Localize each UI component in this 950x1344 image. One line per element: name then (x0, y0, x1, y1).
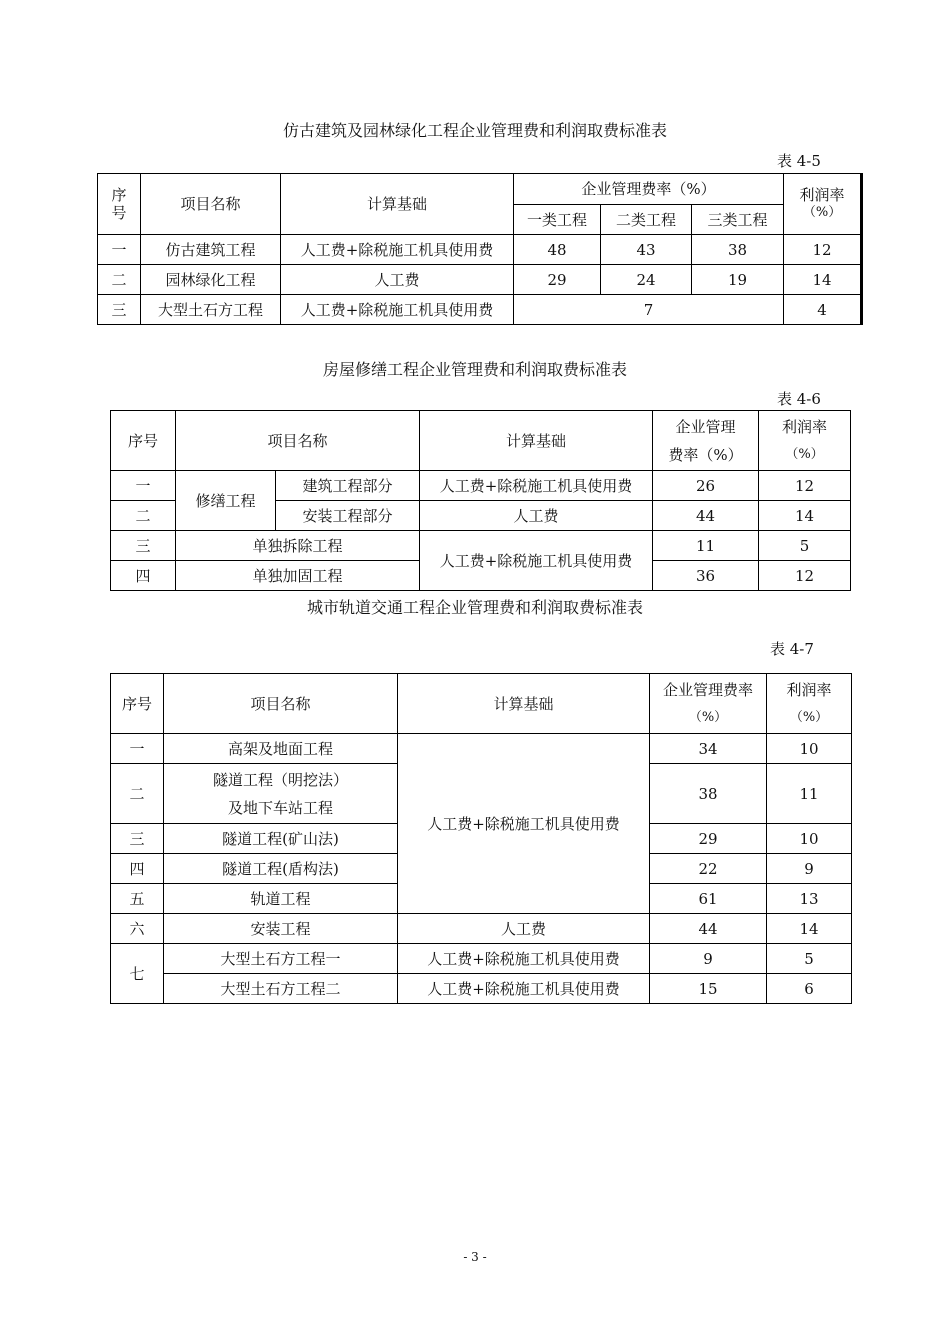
table-row: 六 安装工程 人工费 44 14 (111, 914, 852, 944)
table-4-7 (110, 673, 852, 1004)
table-row: 二 隧道工程（明挖法） 及地下车站工程 38 11 (111, 764, 852, 824)
header-seq: 序号 (111, 411, 176, 471)
table-4-7-number: 表 4-7 (770, 640, 814, 658)
table-row: 大型土石方工程二 人工费+除税施工机具使用费 15 6 (111, 974, 852, 1004)
header-basis: 计算基础 (420, 411, 653, 471)
table-row: 五 轨道工程 61 13 (111, 884, 852, 914)
table-row: 一 仿古建筑工程 人工费+除税施工机具使用费 48 43 38 12 (98, 235, 862, 265)
header-class-2: 二类工程 (601, 205, 692, 235)
table-row: 四 隧道工程(盾构法) 22 9 (111, 854, 852, 884)
header-mgmt-rate: 企业管理 费率（%） (653, 411, 759, 471)
header-name: 项目名称 (164, 674, 398, 734)
shared-basis: 人工费+除税施工机具使用费 (398, 734, 650, 914)
group-label: 修缮工程 (176, 471, 276, 531)
table-row: 七 大型土石方工程一 人工费+除税施工机具使用费 9 5 (111, 944, 852, 974)
header-mgmt-rate: 企业管理费率（%） (514, 174, 784, 205)
header-profit: 利润率 （%） (759, 411, 851, 471)
header-name: 项目名称 (141, 174, 281, 235)
table-4-6-number: 表 4-6 (777, 390, 821, 408)
table-row: 一 高架及地面工程 人工费+除税施工机具使用费 34 10 (111, 734, 852, 764)
header-basis: 计算基础 (398, 674, 650, 734)
table-row: 三 单独拆除工程 人工费+除税施工机具使用费 11 5 (111, 531, 851, 561)
header-class-1: 一类工程 (514, 205, 601, 235)
table-row: 二 园林绿化工程 人工费 29 24 19 14 (98, 265, 862, 295)
table-row: 三 隧道工程(矿山法) 29 10 (111, 824, 852, 854)
header-profit: 利润率 （%） (767, 674, 852, 734)
header-seq: 序号 (111, 674, 164, 734)
table-row: 二 安装工程部分 人工费 44 14 (111, 501, 851, 531)
table-4-6-title: 房屋修缮工程企业管理费和利润取费标准表 (322, 360, 627, 379)
table-row: 三 大型土石方工程 人工费+除税施工机具使用费 7 4 (98, 295, 862, 325)
table-4-6 (110, 410, 851, 591)
header-class-3: 三类工程 (692, 205, 784, 235)
header-seq: 序 号 (98, 174, 141, 235)
table-row: 四 单独加固工程 36 12 (111, 561, 851, 591)
page-number: - 3 - (463, 1250, 487, 1264)
table-4-5 (97, 173, 863, 325)
header-profit: 利润率 （%） (784, 174, 862, 235)
header-name: 项目名称 (176, 411, 420, 471)
header-basis: 计算基础 (281, 174, 514, 235)
header-mgmt-rate: 企业管理费率 （%） (650, 674, 767, 734)
table-4-5-number: 表 4-5 (777, 152, 821, 170)
table-4-5-title: 仿古建筑及园林绿化工程企业管理费和利润取费标准表 (282, 121, 667, 140)
table-4-7-title: 城市轨道交通工程企业管理费和利润取费标准表 (306, 598, 643, 617)
table-row: 一 修缮工程 建筑工程部分 人工费+除税施工机具使用费 26 12 (111, 471, 851, 501)
